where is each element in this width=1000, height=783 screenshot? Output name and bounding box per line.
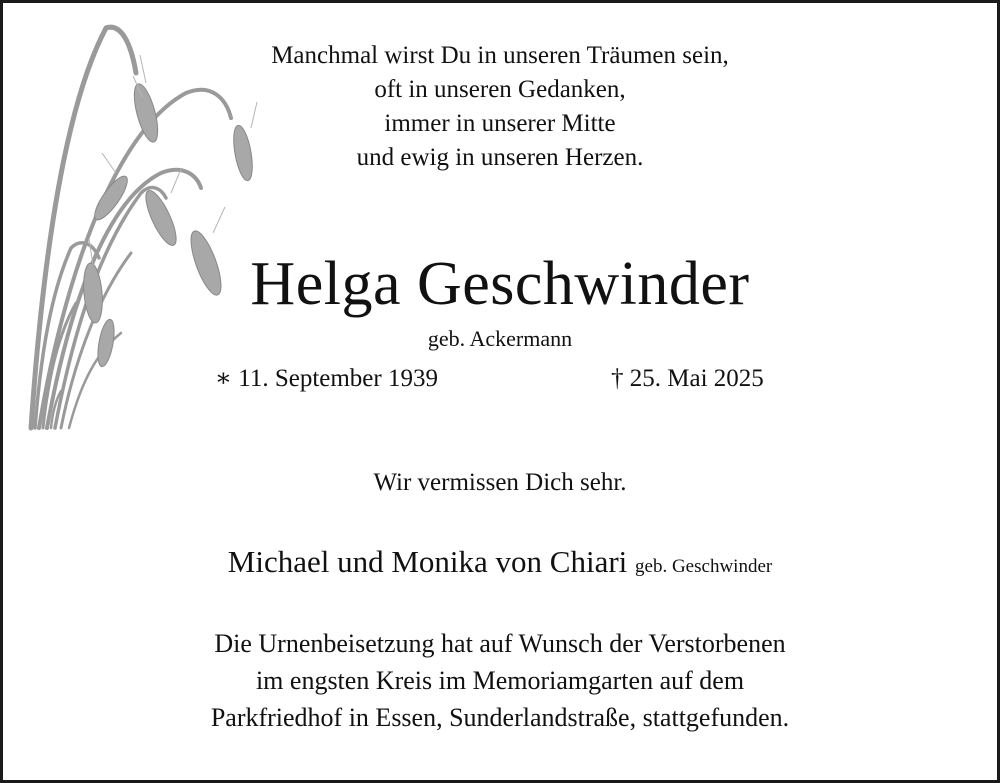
farewell-message: Wir vermissen Dich sehr. [373,469,627,496]
maiden-name: geb. Ackermann [427,326,573,351]
poem-line: oft in unseren Gedanken, [374,76,626,103]
birth-date: ∗ 11. September 1939 [215,365,438,392]
poem-verse [3,39,997,175]
burial-line: Die Urnenbeisetzung hat auf Wunsch der Verstorbenen [214,629,786,658]
mourners-line [3,542,997,587]
death-date: † 25. Mai 2025 [611,365,764,392]
poem-line: Manchmal wirst Du in unseren Träumen sein, [271,42,729,69]
poem-line: immer in unserer Mitte [384,110,616,137]
burial-line: im engsten Kreis im Memoriamgarten auf dem [255,666,745,695]
burial-notice [3,625,997,736]
mourner-names: Michael und Monika von Chiari [227,544,628,579]
burial-line: Parkfriedhof in Essen, Sunderlandstraße, stattgefunden. [210,703,790,732]
poem-line: und ewig in unseren Herzen. [356,144,644,171]
mourner-maiden-name: geb. Geschwinder [635,556,773,577]
deceased-name: Helga Geschwinder [250,250,750,318]
